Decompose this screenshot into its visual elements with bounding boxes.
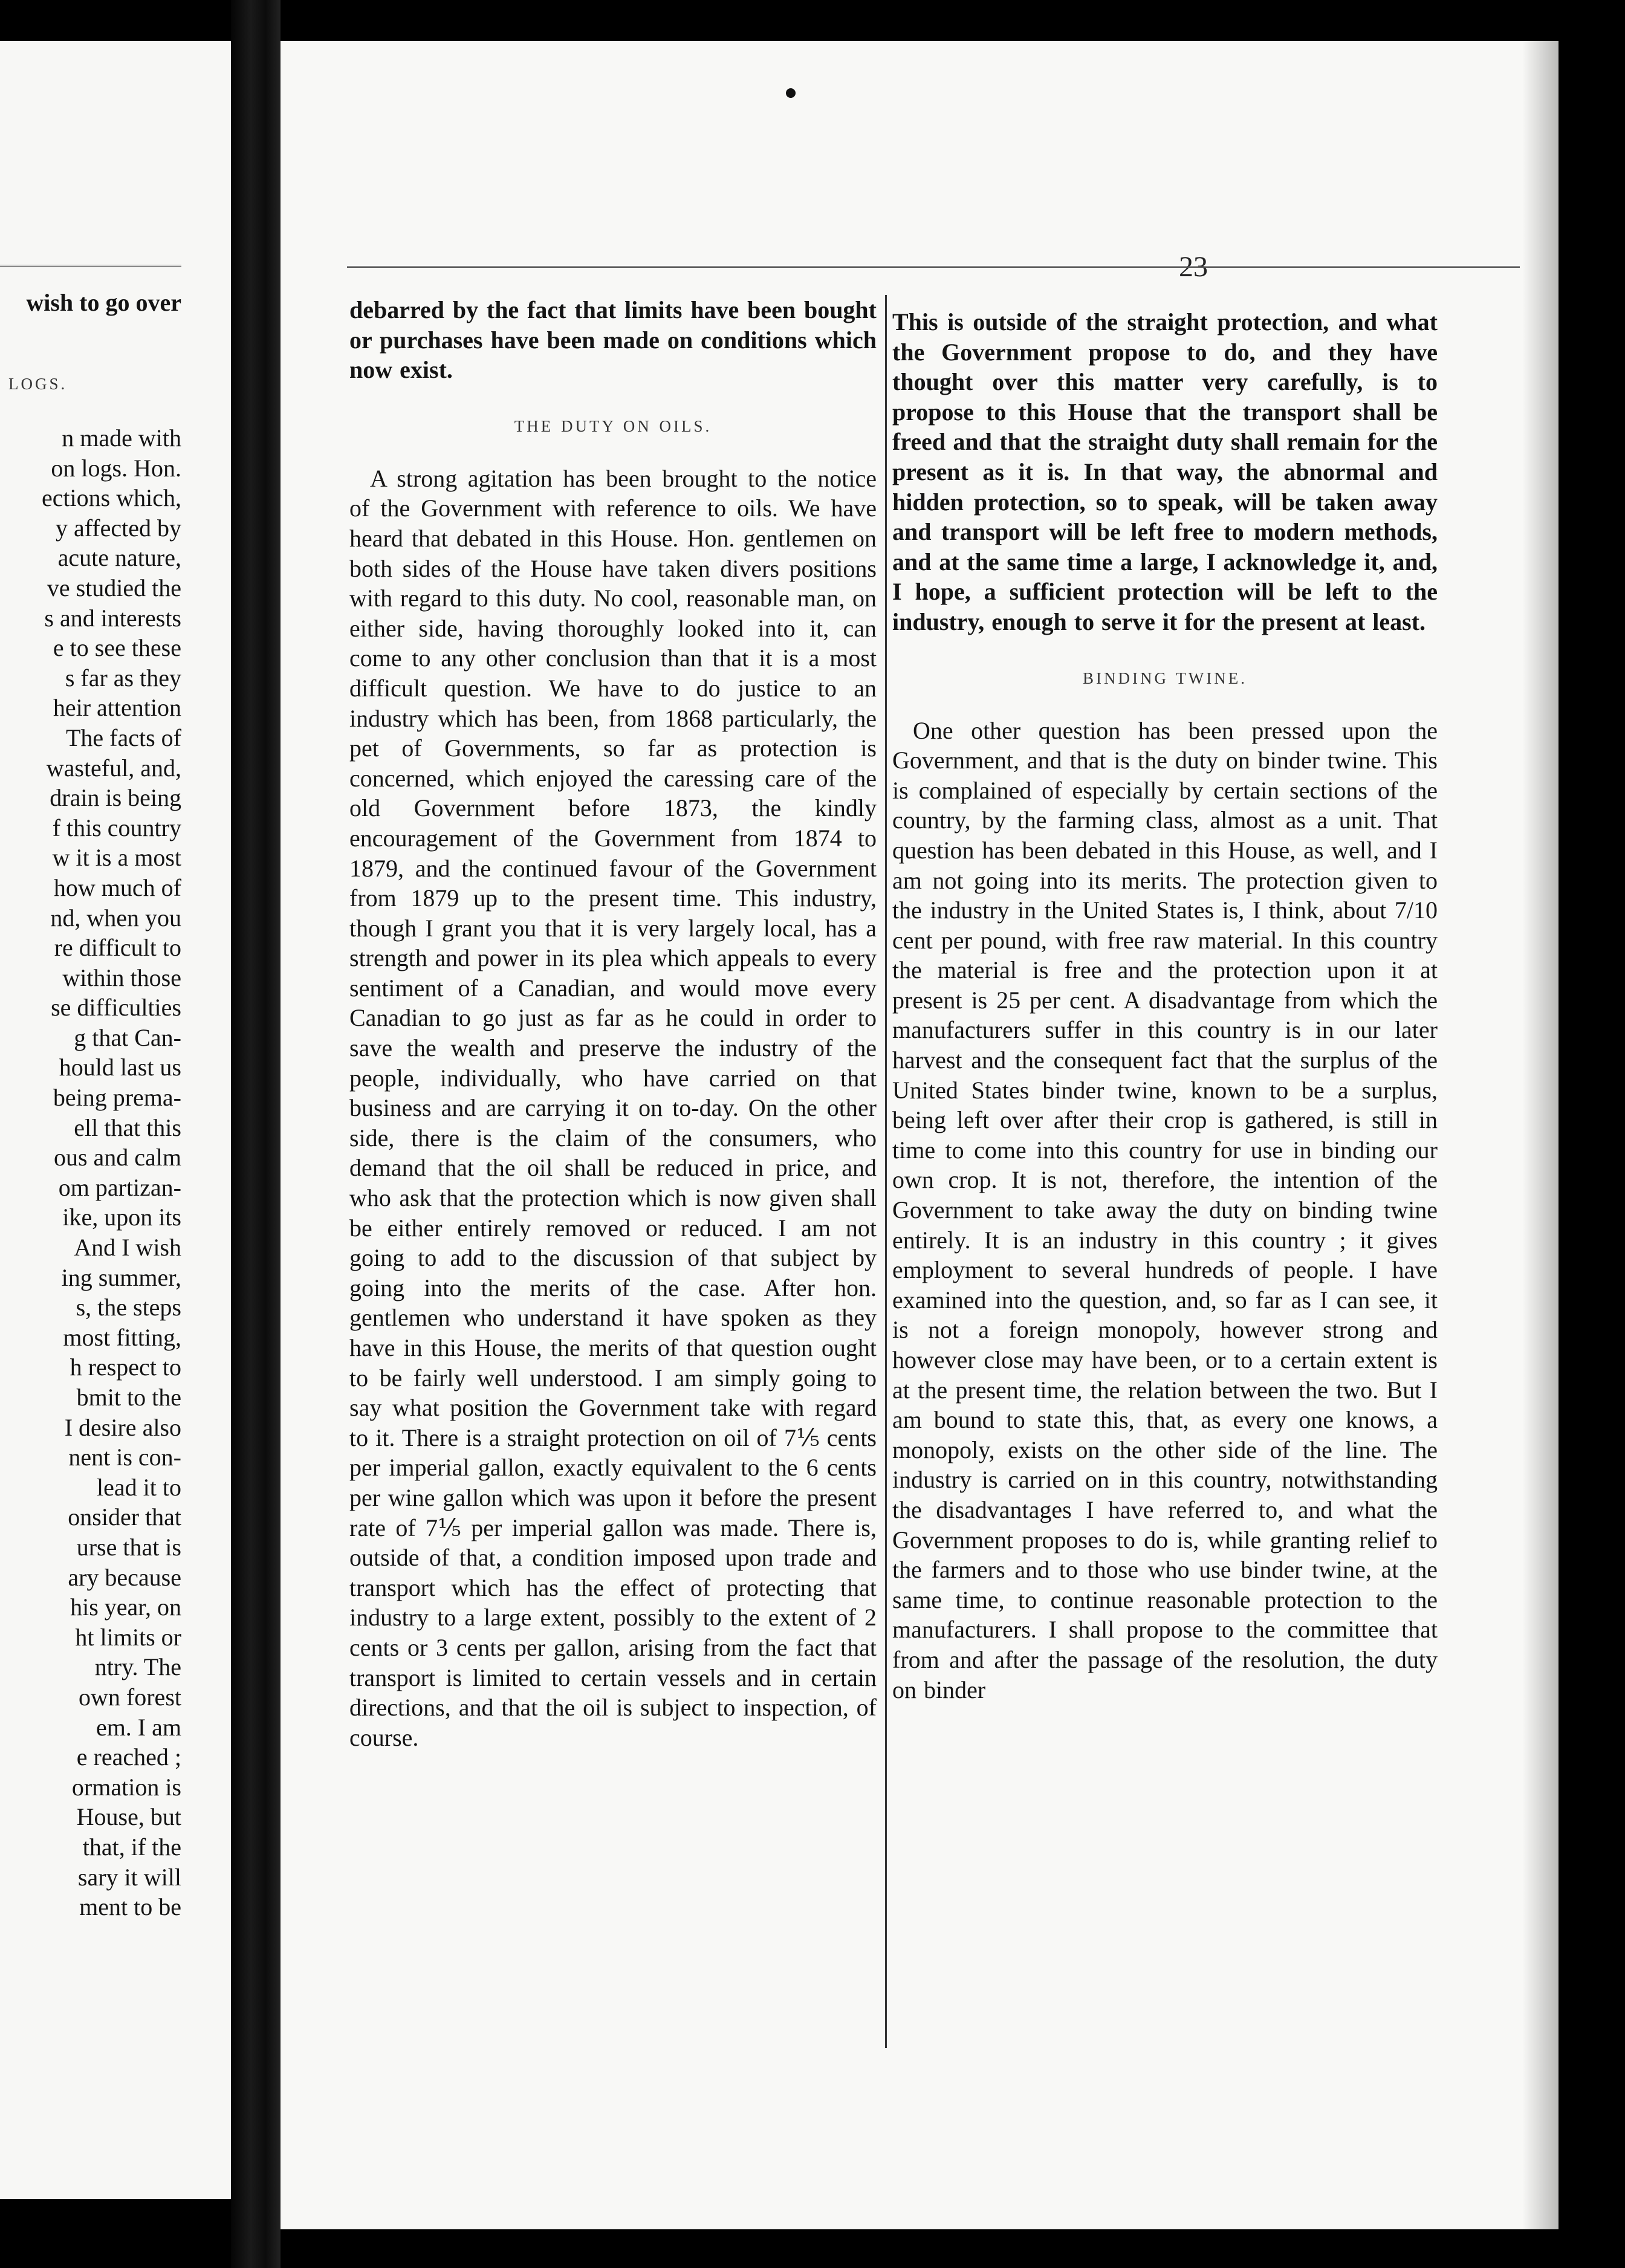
left-text-line: ous and calm xyxy=(53,1144,181,1171)
left-text-line: his year, on xyxy=(70,1593,181,1621)
header-rule-left xyxy=(0,265,181,267)
column-divider xyxy=(885,295,887,2048)
left-text-line: e to see these xyxy=(53,634,181,662)
left-text-line: onsider that xyxy=(68,1503,181,1531)
left-text-line: se difficulties xyxy=(51,994,181,1022)
left-text-line: ections which, xyxy=(41,484,181,512)
left-text-line: ell that this xyxy=(74,1113,181,1141)
heading-binding-twine: BINDING TWINE. xyxy=(1083,669,1247,687)
left-text-line: within those xyxy=(62,964,181,991)
right-page xyxy=(281,41,1559,2229)
left-text-line: urse that is xyxy=(76,1533,181,1561)
left-text-line: h respect to xyxy=(70,1353,181,1381)
left-text-line: being prema- xyxy=(53,1084,181,1112)
left-text-line: g that Can- xyxy=(74,1023,181,1051)
left-text-line: nd, when you xyxy=(50,904,181,932)
left-text-line: nent is con- xyxy=(68,1443,181,1471)
left-text-line: bmit to the xyxy=(76,1384,181,1411)
left-text-line: s far as they xyxy=(65,664,181,692)
left-text-line: s and interests xyxy=(44,604,181,632)
heading-duty-on-oils: THE DUTY ON OILS. xyxy=(514,416,712,435)
left-text-line: on logs. Hon. xyxy=(51,454,181,482)
left-text-line: most fitting, xyxy=(63,1323,181,1351)
left-text-line: ntry. The xyxy=(94,1653,181,1681)
left-text-line: how much of xyxy=(53,873,181,901)
left-text-line: ment to be xyxy=(79,1893,181,1921)
left-heading: LOGS. xyxy=(8,375,68,393)
column-1-opening: debarred by the fact that limits have been bought or purchases have been made on conditions which now exist. xyxy=(349,296,877,384)
column-2-paragraph-1: This is outside of the straight protection, and what the Government propose to do, and they have thought over this matter very carefully, is to propose to this House that the transport shall be freed and that the straight duty shall remain for the present as it is. In that way, the abnormal and hidden protection, so to speak, will be taken away and transport will be left free to modern methods, and at the same time a large, I acknowledge it, and, I hope, a sufficient protection will be left to the industry, enough to serve it for the present at least. xyxy=(892,308,1438,635)
left-text-line: heir attention xyxy=(53,694,181,722)
left-page-fragment xyxy=(0,41,231,2199)
left-text-line: And I wish xyxy=(74,1234,181,1262)
left-text-line: w it is a most xyxy=(52,844,181,872)
left-text-line: acute nature, xyxy=(57,544,181,572)
left-text-line: em. I am xyxy=(96,1713,181,1741)
left-text-line: The facts of xyxy=(65,724,181,751)
ink-dot xyxy=(786,88,796,98)
left-top-line: wish to go over xyxy=(26,289,181,316)
left-text-line: s, the steps xyxy=(76,1294,181,1321)
left-text-line: f this country xyxy=(52,814,181,841)
left-text-line: own forest xyxy=(79,1683,181,1711)
left-text-line: ve studied the xyxy=(47,574,181,601)
left-text-line: I desire also xyxy=(64,1413,181,1441)
column-2-paragraph-2: One other question has been pressed upon the Government, and that is the duty on binder twine. This is complained of especially by certain sections of the country, by the farming class, almost as a unit. That question has been debated in this House, as well, and I am not going into its merits. The protection given to the industry in the United States is, I think, about 7/10 cent per pound, with free raw material. In this country the material is free and the protection upon it at present is 25 per cent. A disadvantage from which the manufacturers suffer in this country is in our later harvest and the consequent fact that the surplus of the United States binder twine, known to be a surplus, being left over after their crop is gathered, is still in time to come into this country for use in binding our own crop. It is not, therefore, the intention of the Government to take away the duty on binding twine entirely. It is an industry in this country ; it gives employment to several hundreds of people. I have examined into the question, and, so far as I can see, it is not a foreign monopoly, however strong and however close may have been, or to a certain extent is at the present time, the relation between the two. But I am bound to state this, that, as every one knows, a monopoly, exists on the other side of the line. The industry is carried on in this country, notwithstanding the disadvantages I have referred to, and what the Government proposes to do is, while granting relief to the farmers and to those who use binder twine, at the same time, to continue reasonable protection to the manufacturers. I shall propose to the committee that from and after the passage of the resolution, the duty on binder xyxy=(892,716,1438,1703)
left-text-line: lead it to xyxy=(97,1473,181,1501)
left-text-line: that, if the xyxy=(82,1833,181,1861)
page-number: 23 xyxy=(1179,251,1208,283)
left-text-line: sary it will xyxy=(77,1863,181,1891)
left-text-line: y affected by xyxy=(55,514,181,542)
header-rule xyxy=(347,266,1520,268)
column-1 xyxy=(349,295,877,1752)
left-text-line: House, but xyxy=(76,1803,181,1831)
left-text-line: wasteful, and, xyxy=(46,754,181,782)
left-text-line: om partizan- xyxy=(58,1173,181,1201)
book-gutter xyxy=(231,0,281,2268)
left-text-line: e reached ; xyxy=(76,1743,181,1771)
column-1-paragraph: A strong agitation has been brought to the notice of the Government with reference to oils. We have heard that debated in this House. Hon. gentlemen on both sides of the House have taken divers positions with regard to this duty. No cool, reasonable man, on either side, having thoroughly looked into it, can come to any other conclusion than that it is a most difficult question. We have to do justice to an industry which has been, from 1868 particularly, the pet of Governments, so far as protection is concerned, which enjoyed the caressing care of the old Government before 1873, the kindly encouragement of the Government from 1874 to 1879, and the continued favour of the Government from 1879 up to the present time. This industry, though I grant you that it is very largely local, has a strength and power in its plea which appeals to every sentiment of a Canadian, and would move every Canadian to go just as far as he could in order to save the wealth and preserve the industry of the people, individually, who have carried on that business and are carrying it on to-day. On the other side, there is the claim of the consumers, who demand that the oil shall be reduced in price, and who ask that the protection which is now given shall be either entirely removed or reduced. I am not going to add to the discussion of that subject by going into the merits of the case. After hon. gentlemen who understand it have spoken as they have in this House, the merits of that question ought to be fairly well understood. I am simply going to say what position the Government take with regard to it. There is a straight protection on oil of 7⅕ cents per imperial gallon, exactly equivalent to the 6 cents per wine gallon which was upon it before the present rate of 7⅕ per imperial gallon was made. There is, outside of that, a condition imposed upon trade and transport which has the effect of protecting that industry to a large extent, possibly to the extent of 2 cents or 3 cents per gallon, arising from the fact that transport is limited to certain vessels and in certain directions, and that the oil is subject to inspection, of course. xyxy=(349,464,877,1751)
left-text-line: ary because xyxy=(68,1563,181,1591)
column-2 xyxy=(892,307,1438,1705)
left-text-line: n made with xyxy=(62,424,181,452)
left-text-line: ing summer, xyxy=(61,1263,181,1291)
left-text-line: drain is being xyxy=(50,784,181,812)
left-text-line: hould last us xyxy=(59,1054,181,1081)
left-text-line: re difficult to xyxy=(54,934,181,962)
left-text-line: ormation is xyxy=(71,1773,181,1801)
left-text-lines xyxy=(0,423,181,1946)
left-text-line: ht limits or xyxy=(75,1623,181,1651)
left-text-line: ike, upon its xyxy=(62,1204,181,1231)
